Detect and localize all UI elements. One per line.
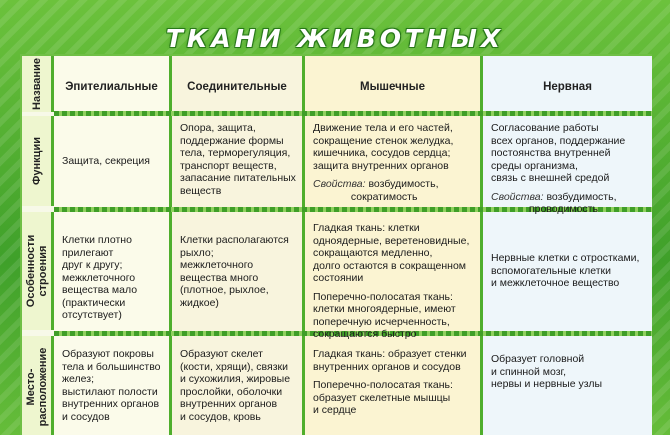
- structure-nervous-text: Нервные клетки с отростками, вспомогательные клетки и межклеточное вещество: [491, 252, 640, 290]
- structure-connective: Клетки располагаются рыхло; межклеточного вещества много (плотное, рыхлое, жидкое): [180, 234, 289, 309]
- row-label-location-text: Место- расположение: [24, 347, 49, 426]
- row-divider: [54, 111, 652, 116]
- row-label-structure-text: Особенности строения: [24, 234, 49, 308]
- header-nervous: Нервная: [543, 81, 592, 93]
- properties-value: возбудимость, сократимость: [350, 178, 439, 203]
- properties-label: Свойства:: [313, 178, 366, 190]
- functions-nervous-props: [491, 191, 644, 216]
- location-muscle-striated: Поперечно-полосатая ткань: образует скелетные мышцы и сердце: [313, 379, 453, 416]
- functions-muscle-props: [313, 178, 472, 203]
- row-label-name: [22, 56, 54, 112]
- structure-muscle-striated: Поперечно-полосатая ткань: клетки многоядерные, имеют поперечную исчерченность, сокращаются быстро: [313, 290, 456, 340]
- page-title: ТКАНИ ЖИВОТНЫХ: [165, 24, 505, 53]
- functions-muscle-text: Движение тела и его частей, сокращение стенок желудка, кишечника, сосудов сердца; защита внутренних органов: [313, 122, 454, 172]
- row-label-location: [22, 336, 54, 435]
- structure-nervous: [483, 214, 652, 328]
- row-label-structure: [22, 212, 54, 330]
- structure-muscle: [305, 222, 480, 341]
- header-muscle: Мышечные: [360, 81, 425, 93]
- properties-label: Свойства:: [491, 190, 544, 203]
- location-nervous: Образует головной и спинной мозг, нервы и нервные узлы: [491, 353, 603, 390]
- header-epithelial: Эпителиальные: [65, 81, 158, 93]
- row-label-functions: [22, 116, 54, 206]
- location-muscle-smooth: Гладкая ткань: образует стенки внутренних органов и сосудов: [313, 348, 467, 373]
- location-epithelial: Образуют покровы тела и большинство желез; выстилают полости внутренних органов и сосудов: [62, 348, 161, 423]
- structure-epithelial: Клетки плотно прилегают друг к другу; межклеточного вещества мало (практически отсутствует): [62, 234, 138, 321]
- header-connective: Соединительные: [187, 81, 287, 93]
- row-label-name-text: Название: [30, 58, 43, 110]
- functions-connective: Опора, защита, поддержание формы тела, терморегуляция, транспорт веществ, запасание питательных веществ: [180, 122, 296, 197]
- functions-epithelial-text: Защита, секреция: [62, 154, 150, 167]
- row-label-functions-text: Функции: [30, 137, 43, 185]
- functions-nervous: [483, 122, 652, 216]
- structure-muscle-smooth: Гладкая ткань: клетки одноядерные, веретеновидные, сокращаются медленно, долго остаются в сокращенном состоянии: [313, 222, 470, 284]
- location-muscle: [305, 348, 480, 417]
- location-connective: Образуют скелет (кости, хрящи), связки и сухожилия, жировые прослойки, оболочки внутренних органов и сосудов, кровь: [180, 348, 291, 423]
- properties-value: возбудимость, проводимость: [528, 190, 617, 215]
- functions-nervous-text: Согласование работы всех органов, поддержание постоянства внутренней среды организма, связь с внешней средой: [491, 122, 626, 184]
- tissue-table: [20, 54, 652, 435]
- functions-muscle: [305, 122, 480, 203]
- functions-epithelial: [54, 118, 169, 204]
